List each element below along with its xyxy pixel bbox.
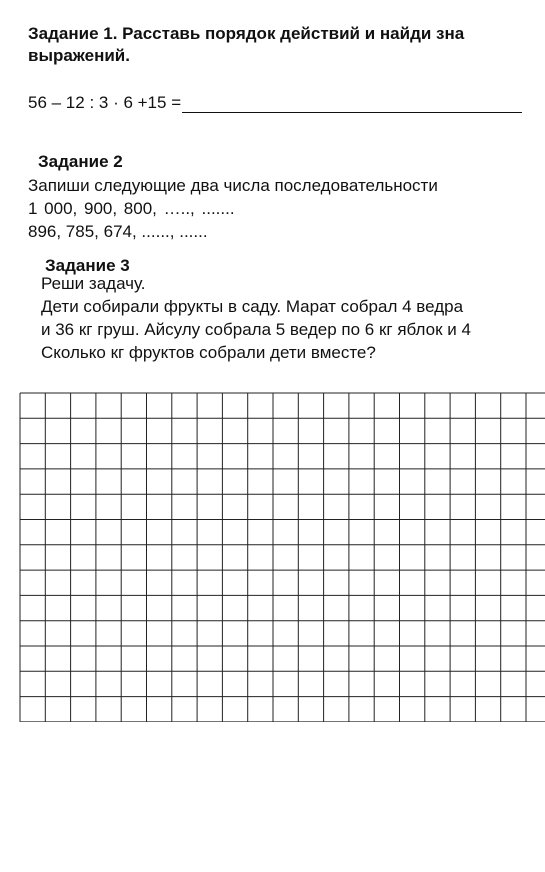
task3-problem-line-2: и 36 кг груш. Айсулу собрала 5 ведер по 6 кг яблок и 4	[41, 320, 471, 339]
answer-grid[interactable]	[19, 392, 545, 722]
task2-sequence-2: 896, 785, 674, ......, ......	[28, 222, 208, 241]
task1-title: Задание 1. Расставь порядок действий и найди зна	[28, 24, 465, 43]
task2-sequence-1: 1 000, 900, 800, ….., .......	[28, 199, 235, 218]
task1-title-continued: выражений.	[28, 46, 130, 65]
task3-problem-line-3: Сколько кг фруктов собрали дети вместе?	[41, 343, 376, 362]
task2-instruction: Запиши следующие два числа последовательности	[28, 176, 438, 195]
task1-expression-row	[28, 93, 522, 113]
task3-instruction: Реши задачу.	[41, 274, 146, 293]
task3-title: Задание 3	[45, 256, 130, 275]
task1-answer-blank[interactable]	[182, 96, 522, 113]
task2-title: Задание 2	[38, 152, 123, 171]
task1-expression: 56 – 12 : 3 · 6 +15 =	[28, 93, 182, 112]
task3-problem-line-1: Дети собирали фрукты в саду. Марат собрал 4 ведра	[41, 297, 464, 316]
